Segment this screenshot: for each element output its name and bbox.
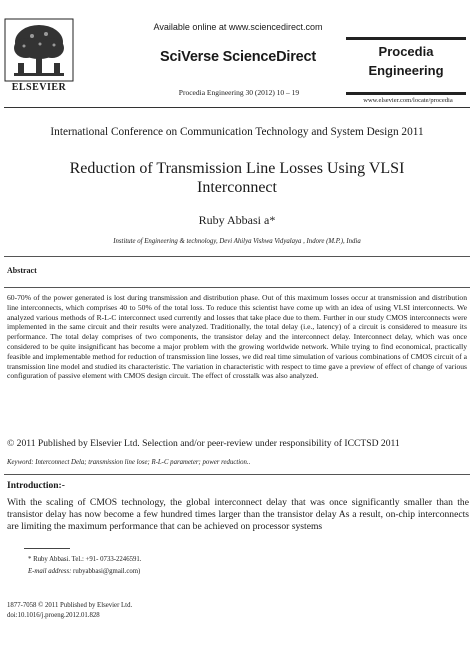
keywords-label: Keyword: [7, 459, 34, 466]
paper-title-line1: Reduction of Transmission Line Losses Using VLSI [69, 160, 405, 177]
elsevier-logo [4, 18, 74, 92]
journal-citation: Procedia Engineering 30 (2012) 10 – 19 [178, 88, 300, 97]
available-online-text: Available online at www.sciencedirect.com [153, 22, 323, 32]
email-label: E-mail address: [28, 568, 72, 575]
publisher-name: ELSEVIER [11, 82, 67, 93]
footnote-email [28, 568, 140, 575]
paper-title-line2: Interconnect [197, 179, 277, 196]
doi-line[interactable]: doi:10.1016/j.proeng.2012.01.828 [7, 612, 100, 619]
keywords-text: Interconnect Dela; transmission line lose; R-L-C parameter; power reduction.. [33, 459, 251, 466]
issn-line: 1877-7058 © 2011 Published by Elsevier Ltd. [7, 602, 133, 609]
abstract-body: 60-70% of the power generated is lost during transmission and distribution phase. Out of this maximum losses occur at transmission and distribution line interconnects, which comprises 40 to 50% of the total loss. To reduce this scientist have come up with an idea of using VLSI interconnects. We analyzed various methods of R-L-C interconnect used currently and losses that take place due to them. Further in our study CMOS interconnects were implemented in the same circuit and their results were analyzed. Traditionally, the total delay (i.e., latency) of a circuit is considered to measure its performance. The total delay comprises of two components, the transistor delay and the interconnect delay. Interconnect delay, which was once considered to be quite insignificant has become a major problem with the growing worldwide network. While trying to find economical, practically feasible and implementable method for reduction of transmission line losses, we did real time simulation of various combinations of CMOS circuit of a transmission line model and studied its characteristic. The variation in characteristic with respect to time gave a preview of effect of change of various configuration of passive element with CMOS design circuit. The effect of crosstalk was also analyzed. [7, 293, 467, 381]
intro-body: With the scaling of CMOS technology, the global interconnect delay that was once significantly smaller than the transistor delay has now become a few hundred times larger than the transistor delay As a result, on-chip interconnects are limiting the maximum performance that can be achieved on processor systems [7, 497, 469, 532]
section-divider [4, 256, 470, 257]
footnote-contact: * Ruby Abbasi. Tel.: +91- 0733-2246591. [28, 556, 142, 563]
journal-name-line2: Engineering [368, 63, 444, 78]
intro-heading: Introduction:- [7, 481, 65, 491]
header-divider [4, 107, 470, 108]
abstract-heading: Abstract [7, 266, 37, 275]
author-name: Ruby Abbasi a* [198, 213, 276, 227]
copyright-line: © 2011 Published by Elsevier Ltd. Selection and/or peer-review under responsibility of ICCTSD 2011 [7, 438, 400, 449]
journal-name-line1: Procedia [378, 44, 434, 59]
section-divider [4, 287, 470, 288]
journal-url[interactable]: www.elsevier.com/locate/procedia [363, 97, 453, 104]
footnote-divider [24, 548, 70, 549]
section-divider [4, 474, 470, 475]
platform-name: SciVerse ScienceDirect [159, 49, 316, 65]
email-address[interactable]: rubyabbasi@gmail.com) [71, 568, 141, 575]
conference-name: International Conference on Communication Technology and System Design 2011 [50, 126, 424, 138]
keywords-line [7, 459, 467, 466]
author-affiliation: Institute of Engineering & technology, Devi Ahilya Vishwa Vidyalaya , Indore (M.P.), India [113, 238, 361, 245]
